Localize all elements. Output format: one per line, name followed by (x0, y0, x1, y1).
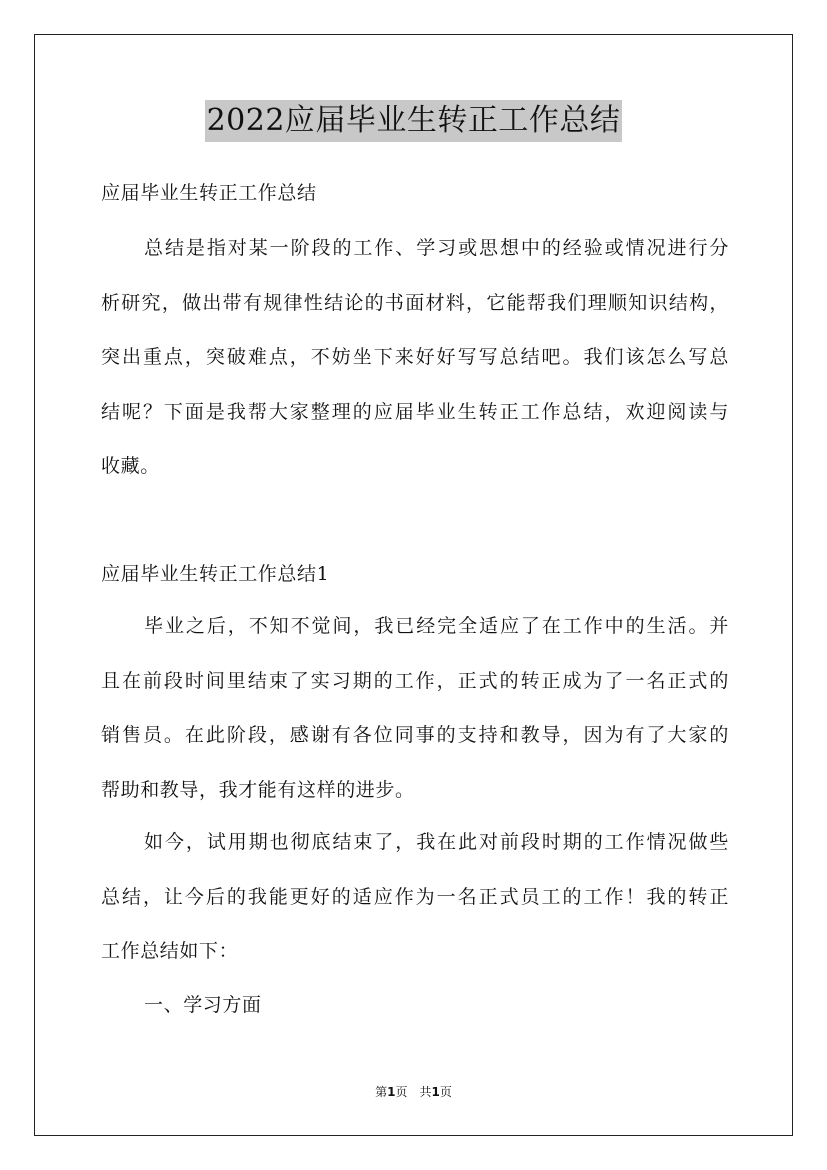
section-paragraph-2 (101, 815, 729, 979)
intro-line: 结呢？下面是我帮大家整理的应届毕业生转正工作总结，欢迎阅读与 (101, 400, 729, 423)
paragraph-line: 且在前段时间里结束了实习期的工作，正式的转正成为了一名正式的 (101, 669, 729, 692)
paragraph-line: 如今，试用期也彻底结束了，我在此对前段时期的工作情况做些 (144, 831, 729, 853)
page-label-prefix: 第 (375, 1085, 388, 1099)
page-label-suffix: 页 (439, 1085, 452, 1099)
intro-line: 析研究，做出带有规律性结论的书面材料，它能帮我们理顺知识结构， (101, 291, 729, 314)
intro-line: 收藏。 (101, 455, 160, 477)
paragraph-line: 毕业之后，不知不觉间，我已经完全适应了在工作中的生活。并 (144, 615, 729, 637)
paragraph-line: 总结，让今后的我能更好的适应作为一名正式员工的工作！我的转正 (101, 885, 729, 908)
paragraph-line: 工作总结如下： (101, 940, 239, 962)
page-label-mid: 页 共 (395, 1085, 432, 1099)
intro-paragraph (101, 221, 729, 494)
paragraph-line: 销售员。在此阶段，感谢有各位同事的支持和教导，因为有了大家的 (101, 724, 729, 746)
page-footer (0, 1083, 827, 1101)
document-title (0, 100, 827, 142)
intro-line: 总结是指对某一阶段的工作、学习或思想中的经验或情况进行分 (144, 237, 729, 259)
paragraph-line: 帮助和教导，我才能有这样的进步。 (101, 778, 415, 801)
subheading-study: 一、学习方面 (144, 994, 262, 1016)
page-total-number: 1 (431, 1085, 440, 1099)
intro-heading: 应届毕业生转正工作总结 (101, 182, 317, 204)
section-paragraph-1 (101, 599, 729, 817)
document-title-text: 2022应届毕业生转正工作总结 (205, 100, 623, 142)
section-heading: 应届毕业生转正工作总结1 (101, 563, 330, 585)
intro-line: 突出重点，突破难点，不妨坐下来好好写写总结吧。我们该怎么写总 (101, 346, 729, 368)
page-current-number: 1 (387, 1085, 396, 1099)
